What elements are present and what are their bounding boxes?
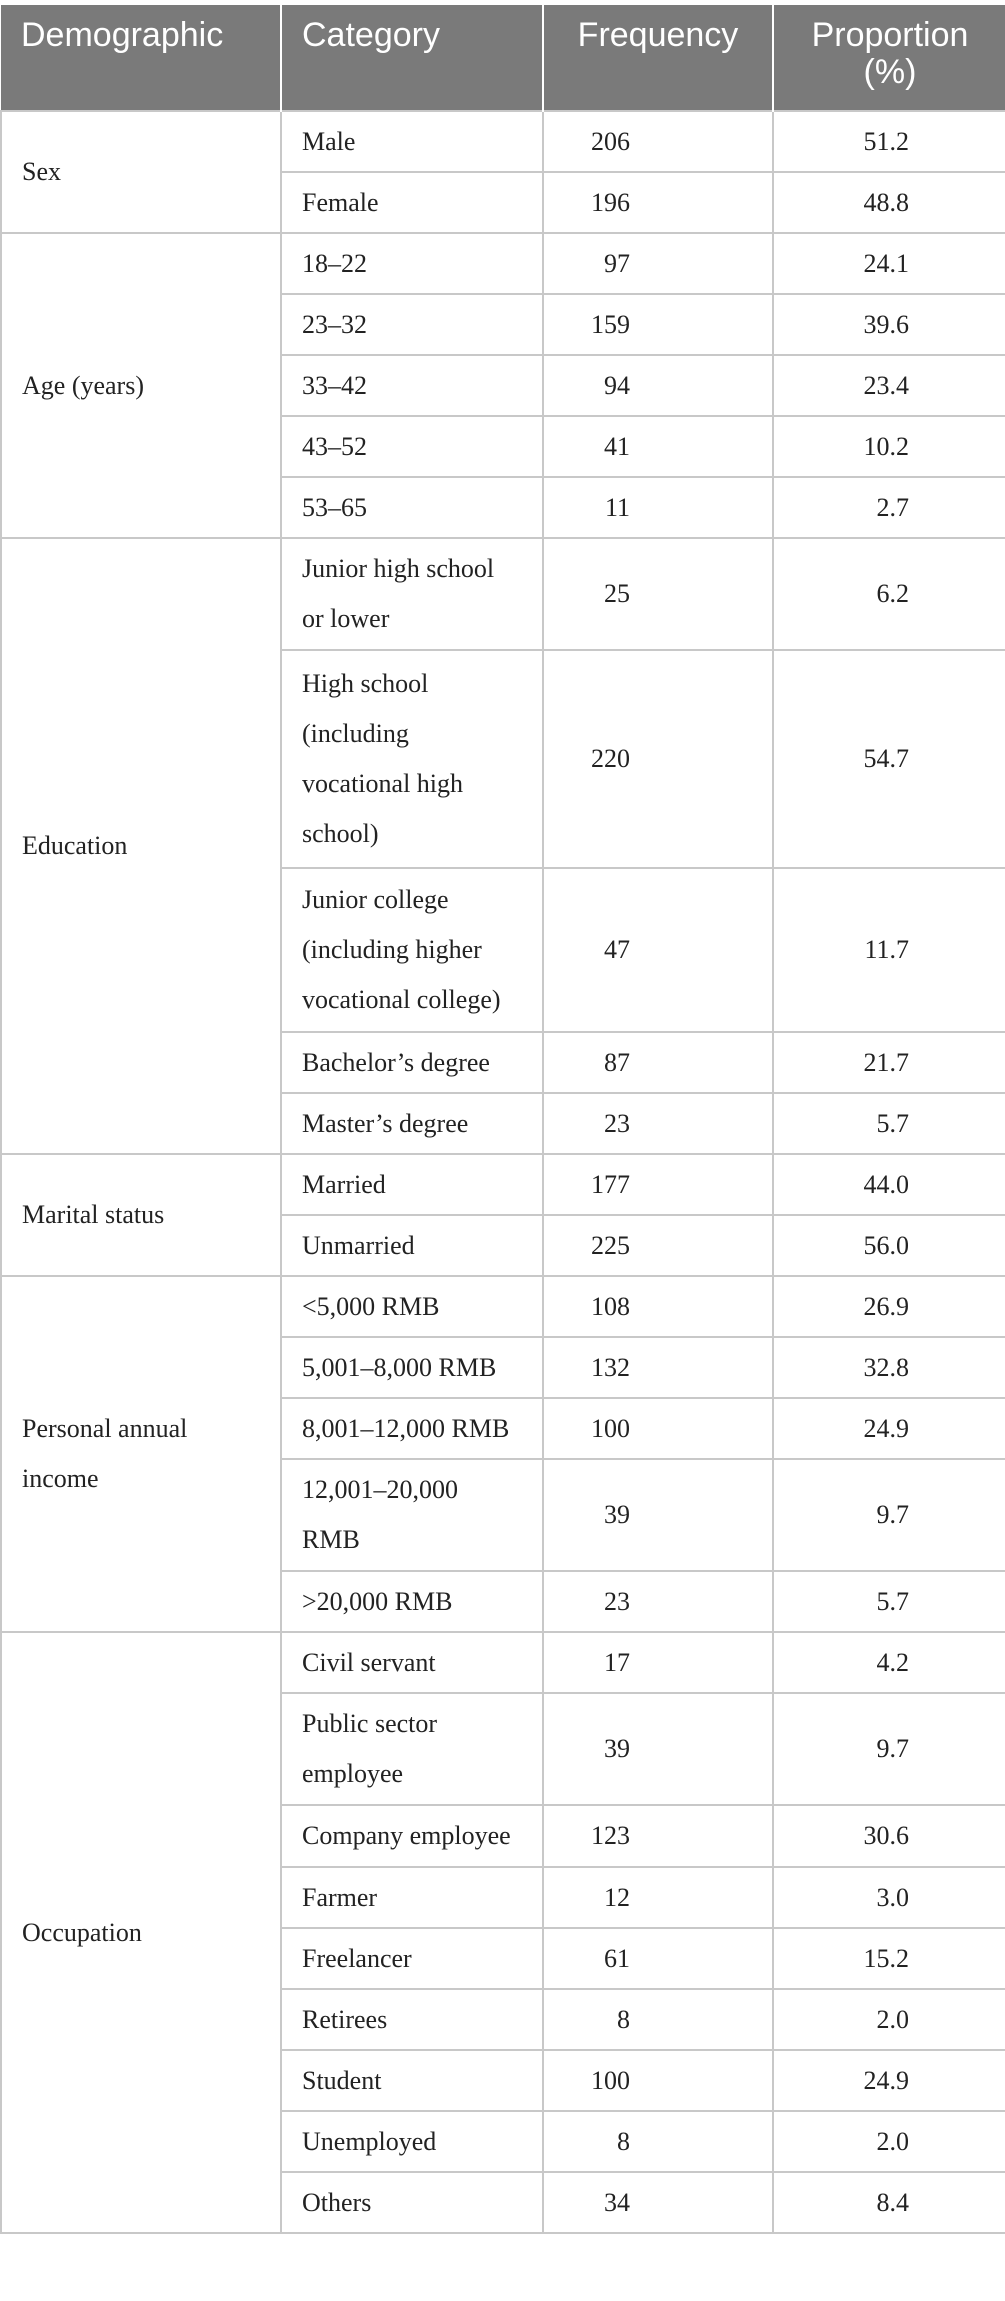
demographic-cell: Personal annual income	[1, 1276, 281, 1632]
frequency-cell: 8	[543, 1989, 773, 2050]
frequency-cell: 177	[543, 1154, 773, 1215]
category-cell: Bachelor’s degree	[281, 1032, 543, 1093]
frequency-cell: 61	[543, 1928, 773, 1989]
category-cell: 5,001–8,000 RMB	[281, 1337, 543, 1398]
category-cell: Master’s degree	[281, 1093, 543, 1154]
proportion-cell: 39.6	[773, 294, 1005, 355]
frequency-cell: 11	[543, 477, 773, 538]
frequency-cell: 39	[543, 1459, 773, 1571]
category-cell: Male	[281, 111, 543, 172]
frequency-cell: 39	[543, 1693, 773, 1805]
proportion-cell: 15.2	[773, 1928, 1005, 1989]
frequency-cell: 23	[543, 1571, 773, 1632]
category-cell: Married	[281, 1154, 543, 1215]
category-cell: Junior college (including higher vocational college)	[281, 868, 543, 1032]
proportion-cell: 4.2	[773, 1632, 1005, 1693]
frequency-cell: 41	[543, 416, 773, 477]
proportion-cell: 26.9	[773, 1276, 1005, 1337]
proportion-cell: 24.9	[773, 2050, 1005, 2111]
proportion-cell: 24.1	[773, 233, 1005, 294]
table-body	[1, 111, 1005, 2233]
table-row	[1, 538, 1005, 650]
category-cell: 18–22	[281, 233, 543, 294]
frequency-cell: 17	[543, 1632, 773, 1693]
frequency-cell: 8	[543, 2111, 773, 2172]
proportion-cell: 24.9	[773, 1398, 1005, 1459]
frequency-cell: 132	[543, 1337, 773, 1398]
frequency-cell: 47	[543, 868, 773, 1032]
category-cell: Public sector employee	[281, 1693, 543, 1805]
category-cell: Retirees	[281, 1989, 543, 2050]
frequency-cell: 23	[543, 1093, 773, 1154]
proportion-cell: 11.7	[773, 868, 1005, 1032]
category-cell: 23–32	[281, 294, 543, 355]
frequency-cell: 87	[543, 1032, 773, 1093]
proportion-cell: 32.8	[773, 1337, 1005, 1398]
table-row	[1, 233, 1005, 294]
category-cell: 12,001–20,000 RMB	[281, 1459, 543, 1571]
category-cell: Others	[281, 2172, 543, 2233]
proportion-cell: 9.7	[773, 1459, 1005, 1571]
table-row	[1, 1632, 1005, 1693]
table-row	[1, 1276, 1005, 1337]
header-frequency: Frequency	[543, 5, 773, 111]
category-cell: Freelancer	[281, 1928, 543, 1989]
category-cell: 43–52	[281, 416, 543, 477]
frequency-cell: 220	[543, 650, 773, 868]
proportion-cell: 2.0	[773, 2111, 1005, 2172]
frequency-cell: 97	[543, 233, 773, 294]
category-cell: Junior high school or lower	[281, 538, 543, 650]
frequency-cell: 34	[543, 2172, 773, 2233]
demographic-cell: Sex	[1, 111, 281, 233]
category-cell: Company employee	[281, 1805, 543, 1867]
category-cell: Unmarried	[281, 1215, 543, 1276]
table-row	[1, 1154, 1005, 1215]
frequency-cell: 123	[543, 1805, 773, 1867]
frequency-cell: 100	[543, 2050, 773, 2111]
proportion-cell: 54.7	[773, 650, 1005, 868]
table-row	[1, 111, 1005, 172]
frequency-cell: 12	[543, 1867, 773, 1928]
proportion-cell: 9.7	[773, 1693, 1005, 1805]
proportion-cell: 6.2	[773, 538, 1005, 650]
proportion-cell: 56.0	[773, 1215, 1005, 1276]
proportion-cell: 5.7	[773, 1093, 1005, 1154]
category-cell: 53–65	[281, 477, 543, 538]
header-proportion: Proportion (%)	[773, 5, 1005, 111]
frequency-cell: 25	[543, 538, 773, 650]
proportion-cell: 51.2	[773, 111, 1005, 172]
demographic-cell: Occupation	[1, 1632, 281, 2233]
category-cell: Female	[281, 172, 543, 233]
table-header	[1, 5, 1005, 111]
frequency-cell: 206	[543, 111, 773, 172]
category-cell: Farmer	[281, 1867, 543, 1928]
proportion-cell: 10.2	[773, 416, 1005, 477]
header-demographic: Demographic	[1, 5, 281, 111]
category-cell: Student	[281, 2050, 543, 2111]
frequency-cell: 159	[543, 294, 773, 355]
proportion-cell: 48.8	[773, 172, 1005, 233]
frequency-cell: 196	[543, 172, 773, 233]
proportion-cell: 2.0	[773, 1989, 1005, 2050]
frequency-cell: 108	[543, 1276, 773, 1337]
frequency-cell: 94	[543, 355, 773, 416]
category-cell: 8,001–12,000 RMB	[281, 1398, 543, 1459]
proportion-cell: 8.4	[773, 2172, 1005, 2233]
demographic-cell: Age (years)	[1, 233, 281, 538]
proportion-cell: 23.4	[773, 355, 1005, 416]
proportion-cell: 5.7	[773, 1571, 1005, 1632]
frequency-cell: 100	[543, 1398, 773, 1459]
category-cell: High school (including vocational high school)	[281, 650, 543, 868]
header-category: Category	[281, 5, 543, 111]
category-cell: >20,000 RMB	[281, 1571, 543, 1632]
proportion-cell: 3.0	[773, 1867, 1005, 1928]
category-cell: Unemployed	[281, 2111, 543, 2172]
demographic-cell: Education	[1, 538, 281, 1154]
proportion-cell: 44.0	[773, 1154, 1005, 1215]
demographic-cell: Marital status	[1, 1154, 281, 1276]
category-cell: 33–42	[281, 355, 543, 416]
demographics-table	[0, 5, 1005, 2234]
category-cell: Civil servant	[281, 1632, 543, 1693]
proportion-cell: 30.6	[773, 1805, 1005, 1867]
category-cell: <5,000 RMB	[281, 1276, 543, 1337]
proportion-cell: 2.7	[773, 477, 1005, 538]
frequency-cell: 225	[543, 1215, 773, 1276]
proportion-cell: 21.7	[773, 1032, 1005, 1093]
